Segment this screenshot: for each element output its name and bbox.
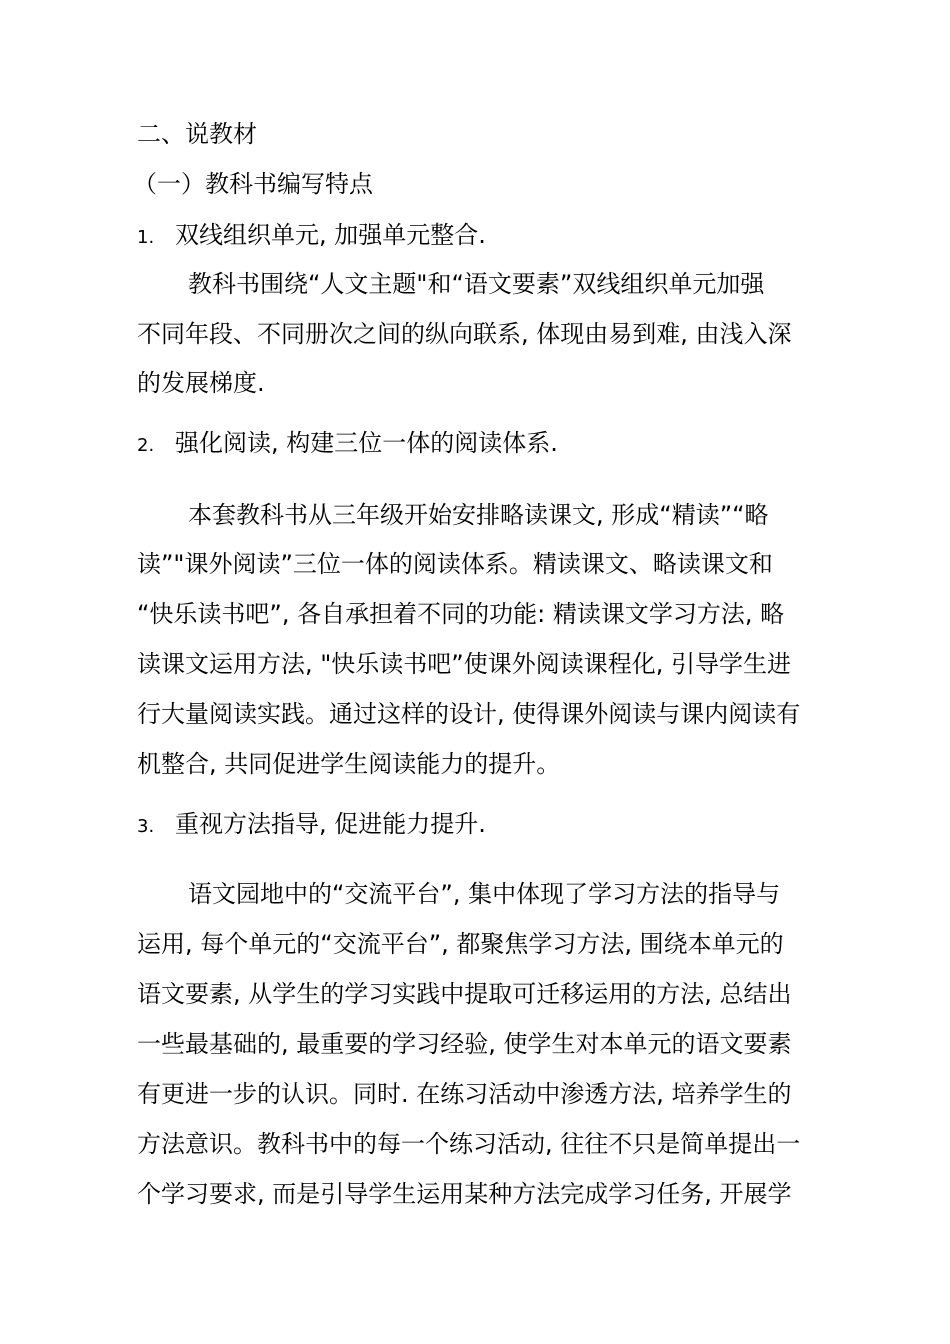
subsection-heading: （一）教科书编写特点 — [133, 170, 373, 198]
numbered-item-2 — [137, 427, 558, 459]
paragraph-line: 的发展梯度. — [137, 369, 265, 397]
item-number: 2. — [137, 435, 155, 456]
paragraph-line: 行大量阅读实践。通过这样的设计, 使得课外阅读与课内阅读有 — [137, 700, 801, 728]
paragraph-line: 运用, 每个单元的“交流平台”, 都聚焦学习方法, 围绕本单元的 — [137, 930, 784, 958]
paragraph-line: 方法意识。教科书中的每一个练习活动, 往往不只是简单提出一 — [137, 1130, 801, 1158]
paragraph-line: 读课文运用方法, "快乐读书吧”使课外阅读课程化, 引导学生进 — [137, 650, 791, 678]
paragraph-line: 一些最基础的, 最重要的学习经验, 使学生对本单元的语文要素 — [137, 1030, 792, 1058]
paragraph-line: “快乐读书吧”, 各自承担着不同的功能: 精读课文学习方法, 略 — [137, 600, 785, 628]
paragraph-line: 不同年段、不同册次之间的纵向联系, 体现由易到难, 由浅入深 — [137, 320, 792, 348]
item-number: 3. — [137, 816, 155, 837]
item-title: 双线组织单元, 加强单元整合. — [175, 221, 486, 249]
numbered-item-1 — [137, 219, 486, 251]
paragraph-line: 本套教科书从三年级开始安排略读课文, 形成“精读”“略 — [188, 501, 769, 529]
paragraph-line: 机整合, 共同促进学生阅读能力的提升。 — [137, 750, 561, 778]
paragraph-line: 语文要素, 从学生的学习实践中提取可迁移运用的方法, 总结出 — [137, 980, 792, 1008]
paragraph-line: 读”"课外阅读”三位一体的阅读体系。精读课文、略读课文和 — [137, 550, 773, 578]
item-title: 强化阅读, 构建三位一体的阅读体系. — [175, 429, 558, 457]
paragraph-line: 个学习要求, 而是引导学生运用某种方法完成学习任务, 开展学 — [137, 1180, 792, 1208]
item-number: 1. — [137, 227, 155, 248]
paragraph-line: 语文园地中的“交流平台”, 集中体现了学习方法的指导与 — [188, 880, 781, 908]
paragraph-line: 教科书围绕“人文主题"和“语文要素”双线组织单元加强 — [188, 270, 765, 298]
numbered-item-3 — [137, 808, 486, 840]
item-title: 重视方法指导, 促进能力提升. — [175, 810, 486, 838]
paragraph-line: 有更进一步的认识。同时. 在练习活动中渗透方法, 培养学生的 — [137, 1080, 792, 1108]
section-heading: 二、说教材 — [137, 120, 257, 148]
